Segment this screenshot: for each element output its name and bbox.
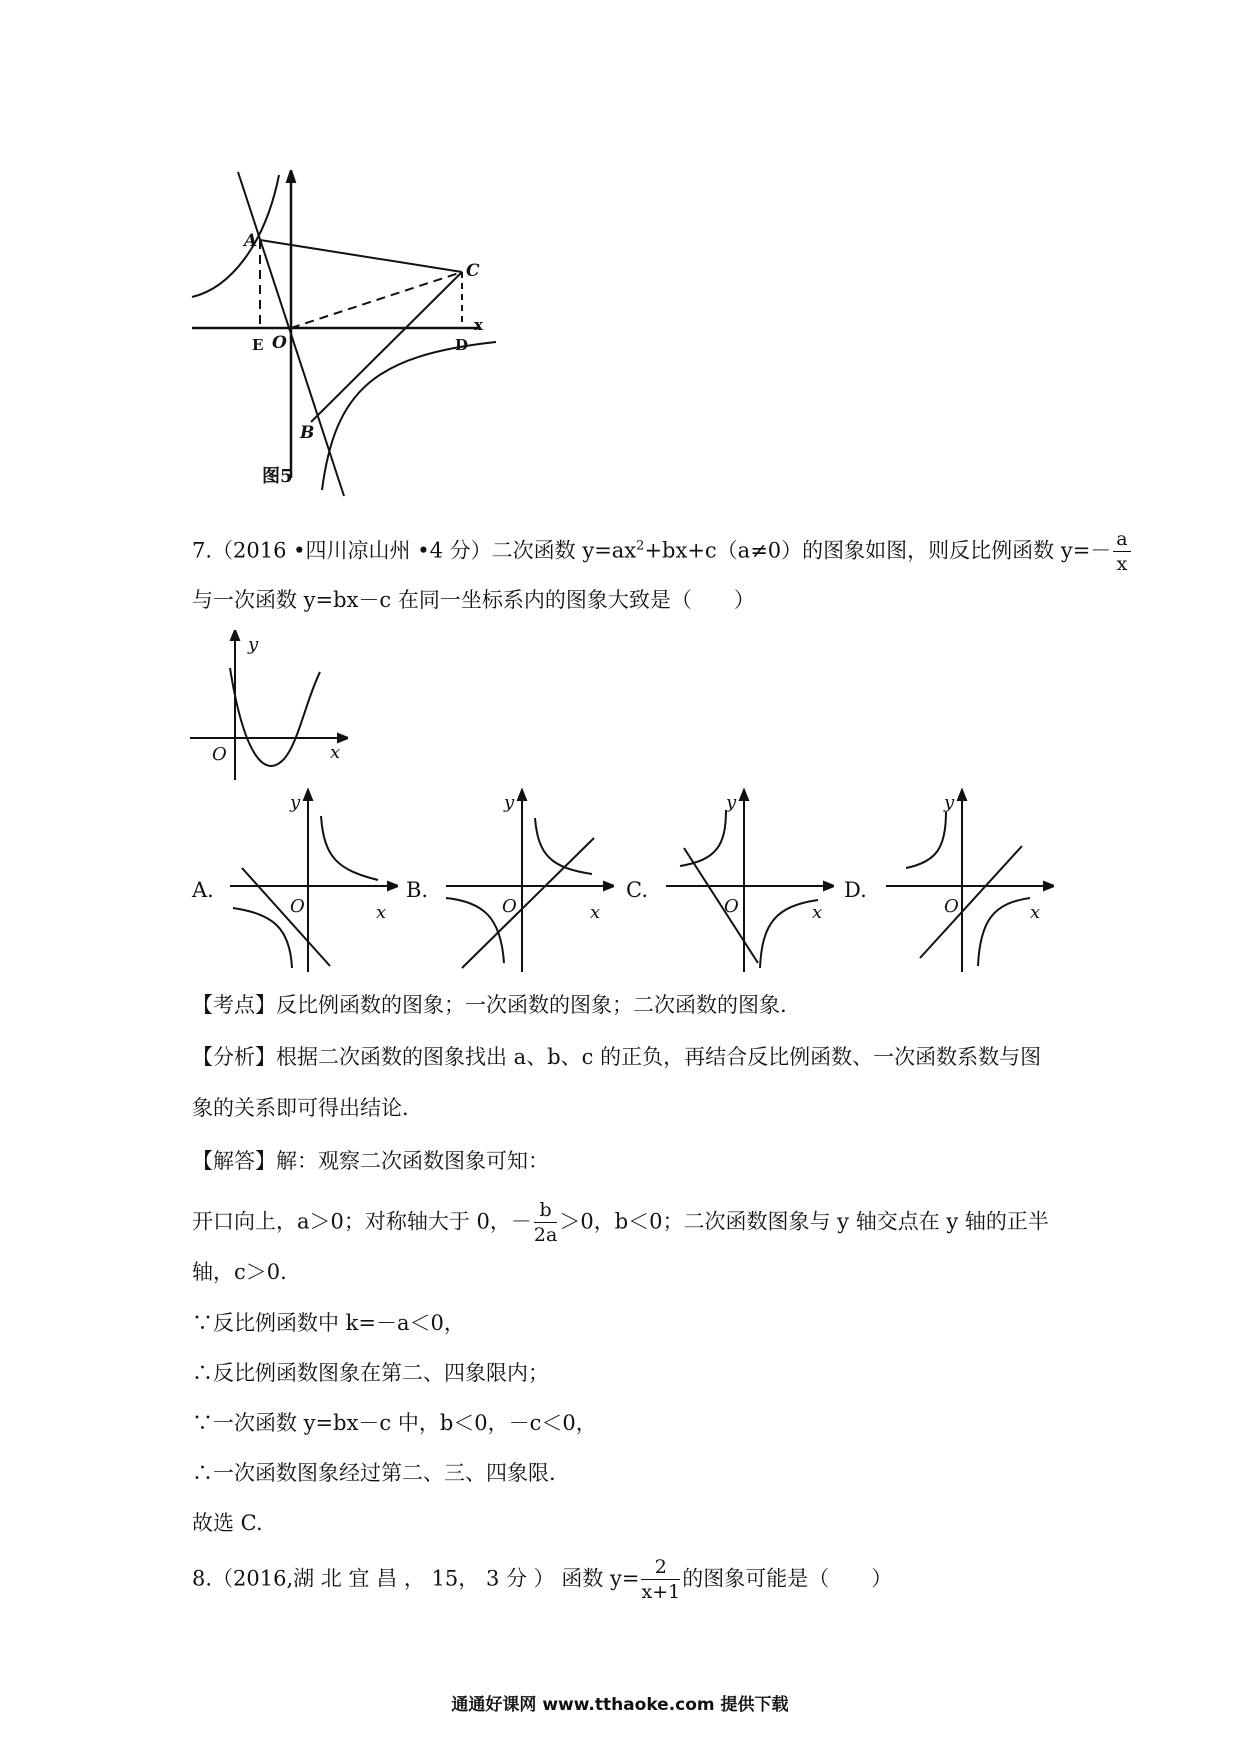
option-a-letter[interactable]: A. <box>192 878 214 902</box>
solution-frac-num: b <box>534 1201 557 1223</box>
q7-fraction <box>1113 530 1130 574</box>
q8-fraction <box>641 1558 680 1602</box>
main-graph-x-label: x <box>330 742 341 763</box>
fig5-label-c: C <box>466 261 480 281</box>
fig5-label-d: D <box>455 336 469 354</box>
fig5-dash-oc <box>291 272 462 328</box>
jieda-text: 【解答】解：观察二次函数图象可知： <box>192 1149 549 1173</box>
option-c-letter[interactable]: C. <box>626 878 648 902</box>
q7-stem-part2: +bx+c（a≠0）的图象如图，则反比例函数 y=－ <box>644 538 1112 563</box>
main-graph-y-label: y <box>248 634 259 655</box>
q8-frac-num: 2 <box>641 1558 680 1580</box>
q7-source: （2016 •四川凉山州 •4 分） <box>212 538 492 563</box>
kaodian-text: 【考点】反比例函数的图象；一次函数的图象；二次函数的图象. <box>192 993 787 1017</box>
fig5-label-o: O <box>272 333 287 353</box>
option-b-letter[interactable]: B. <box>406 878 429 902</box>
solution-frac-den: 2a <box>533 1224 558 1246</box>
option-b-x-label: x <box>590 902 601 923</box>
option-b-origin-label: O <box>502 896 517 917</box>
fig5-label-x: x <box>474 316 483 334</box>
fig5-label-a: A <box>244 231 258 251</box>
q7-stem-part1: 二次函数 y=ax <box>491 538 637 563</box>
solution-line5: ∵一次函数 y=bx－c 中，b＜0，－c＜0， <box>192 1411 597 1435</box>
option-c-origin-label: O <box>724 896 739 917</box>
solution-line4: ∴反比例函数图象在第二、四象限内； <box>192 1361 549 1385</box>
solution-line6: ∴一次函数图象经过第二、三、四象限. <box>192 1461 556 1485</box>
option-d-x-label: x <box>1030 902 1041 923</box>
option-d-origin-label: O <box>944 896 959 917</box>
figure-5 <box>190 170 510 500</box>
option-d-y-label: y <box>944 792 955 813</box>
fig5-label-e: E <box>252 336 264 354</box>
option-c-x-label: x <box>812 902 823 923</box>
q8-frac-den: x+1 <box>641 1581 681 1603</box>
fenxi-line1: 【分析】根据二次函数的图象找出 a、b、c 的正负，再结合反比例函数、一次函数系数与图 <box>192 1045 1042 1069</box>
option-d-graph[interactable] <box>884 788 1054 978</box>
solution-line1-b: ＞0，b＜0；二次函数图象与 y 轴交点在 y 轴的正半 <box>559 1209 1049 1234</box>
option-a-x-label: x <box>376 902 387 923</box>
q7-frac-num: a <box>1113 530 1130 552</box>
q7-main-graph <box>188 630 348 780</box>
q8-stem-a: 函数 y= <box>561 1566 640 1591</box>
option-a-graph[interactable] <box>228 788 398 978</box>
option-c-graph[interactable] <box>664 788 834 978</box>
q8-source: （2016,湖 北 宜 昌 ， 15， 3 分 ） <box>212 1566 555 1591</box>
fig5-hyperbola-left <box>192 175 279 297</box>
q8-line <box>192 1558 892 1602</box>
answer-text: 故选 C. <box>192 1511 263 1535</box>
solution-line2: 轴，c＞0. <box>192 1260 287 1284</box>
solution-fraction <box>534 1201 557 1245</box>
q7-line1 <box>192 530 1133 574</box>
fenxi-line2: 象的关系即可得出结论. <box>192 1096 409 1120</box>
option-b-graph[interactable] <box>444 788 614 978</box>
option-d-letter[interactable]: D. <box>844 878 867 902</box>
fig5-label-b: B <box>300 423 315 443</box>
parabola-curve <box>230 668 320 766</box>
q8-stem-b: 的图象可能是（ ） <box>682 1566 893 1591</box>
fig5-caption: 图5 <box>262 466 293 487</box>
solution-line1-a: 开口向上，a＞0；对称轴大于 0，－ <box>192 1209 532 1234</box>
option-a-y-label: y <box>290 792 301 813</box>
fig5-hyperbola-right <box>322 342 496 490</box>
solution-line3: ∵反比例函数中 k=－a＜0， <box>192 1311 465 1335</box>
solution-line1 <box>192 1201 1049 1245</box>
option-c-y-label: y <box>726 792 737 813</box>
fig5-segment-cb <box>311 272 462 422</box>
q7-frac-den: x <box>1116 553 1128 575</box>
q7-exponent: 2 <box>636 538 645 554</box>
main-graph-origin-label: O <box>212 744 227 765</box>
page-footer: 通通好课网 www.tthaoke.com 提供下载 <box>451 1695 789 1715</box>
q8-number: 8. <box>192 1566 213 1591</box>
option-a-origin-label: O <box>290 896 305 917</box>
option-b-y-label: y <box>504 792 515 813</box>
q7-line2: 与一次函数 y=bx－c 在同一坐标系内的图象大致是（ ） <box>192 588 755 612</box>
q7-number: 7. <box>192 538 213 563</box>
